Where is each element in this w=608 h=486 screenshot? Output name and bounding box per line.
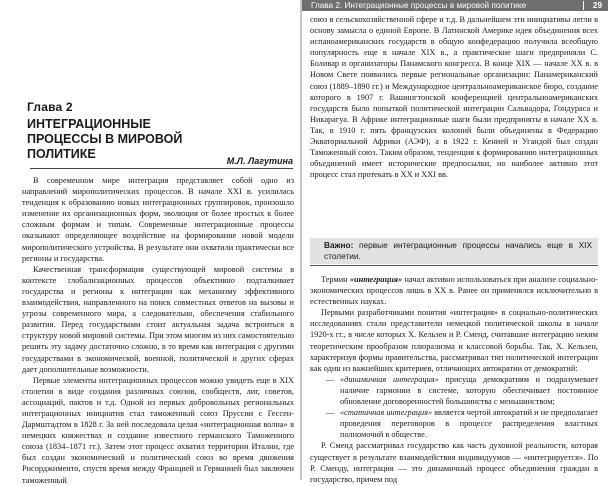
note-text: первые интеграционные процессы начались еще в XIX столетии. [324, 240, 592, 261]
integration-types-list [310, 374, 598, 441]
list-term: «динамичная интеграция» [340, 374, 439, 384]
page-number: 29 [592, 0, 602, 10]
running-header-title: Глава 2. Интеграционные процессы в мировой политике [311, 0, 527, 10]
paragraph: В современном мире интеграция представляет собой одно из направлений мирополитических процессов. В начале XXI в. усилилась тенденция к образованию новых интеграционных группировок, произошло изменение их организационных форм, эволюция от более простых к более сложным формам и типам. Современные интеграционные процессы оказывают определяющее воздействие на формирование новой модели мирополитического устройства. В результате они охватили практически все регионы и государства. [22, 176, 294, 263]
note-divider [310, 265, 598, 266]
header-separator [583, 1, 584, 10]
chapter-label: Глава 2 [27, 100, 73, 114]
important-note [310, 238, 598, 264]
paragraph: Первые элементы интеграционных процессов можно увидеть еще в XIX столетии в виде создания различных союзов, сообществ, лиг, советов, ассоциаций, пактов и т.д. Одной из первых добровольных региональных интеграционных инициатив стал таможенный союз Пруссии с Гессен-Дармштадтом в 1828 г. За ней последовала целая «интеграционная волна» в немецких княжествах и создание известного германского Таможенного союза (1834–1871 гг.). Затем этот процесс охватил территории Италии, где был создан экономический и политический союз во время движения Рисорджименто, спустя время между Францией и Германией был заключен таможенный [22, 375, 294, 485]
running-header [302, 0, 608, 11]
term-paragraph [310, 274, 598, 307]
left-page [0, 0, 301, 485]
paragraph: союз в сельскохозяйственной сфере и т.д. В дальнейшем эти инициативы легли в основу замысла о единой Европе. В Латинской Америке идея объединения всех испаноамериканских государств в общую конфедерацию получила всеобщую популярность еще в начале XIX в., а практические шаги предприняли С. Боливар и организаторы Панамского конгресса. В конце XIX — начале XX в. в Новом Свете появились первые региональные организации: Панамериканский союз (1889–1890 гг.) и Международное центральноамериканское бюро, создание которого в 1907 г. Вашингтонской конференцией центральноамериканских государств было попыткой политической интеграции Сальвадора, Гондураса и Никарагуа. В Африке интеграционные шаги были предприняты в начале XX в. Так, в 1910 г. пять французских колоний были объединены в Федерацию Экваториальной Африки (АЭФ), а в 1922 г. Кенией и Угандой был создан Таможенный союз. Таким образом, тенденция к формированию интеграционных объединений имеет исторические предпосылки, но наиболее активно этот процесс стал протекать в XX и XXI вв. [310, 15, 598, 180]
term-paragraph-lead: Термин [321, 275, 350, 284]
chapter-title: ИНТЕГРАЦИОННЫЕ ПРОЦЕССЫ В МИРОВОЙ ПОЛИТИКЕ [27, 117, 183, 161]
right-body-text [310, 14, 598, 180]
paragraph: Первыми разработчиками понятия «интеграция» в социально-политических исследованиях стали представители немецкой политической школы в начале 1920-х гг., в числе которых Х. Кельзен и Р. Сменд, считавшие интеграцию неким теоретическим прообразом плюрализма и классовой борьбы. Так, Х. Кельзен, характеризуя формы правительства, рассматривал тип политической интеграции как один из важнейших критериев, отличающих автократии от демократий: [310, 308, 598, 373]
author-name: М.Л. Лагутина [226, 156, 293, 166]
list-text: присуща демократиям и подразумевает наличие гармонии в системе, которую обеспечивает постоянное обновление договоренностей большинства с меньшинством; [340, 374, 598, 407]
right-page [302, 0, 608, 484]
note-label: Важно: [324, 240, 354, 250]
author-divider [30, 168, 293, 169]
list-item [326, 407, 598, 440]
term-paragraph-rest: начал активно использоваться при анализе социально-экономических процессов лишь в XX в. Ранее он применялся исключительно в естественных науках. [310, 275, 598, 307]
paragraph: Качественная трансформация существующей мировой системы в контексте глобализационных процессов объективно подталкивает государства и регионы к интеграции как механизму эффективного взаимодействия, направленного на поиск совместных ответов на вызовы и угрозы современного мира, а следовательно, обеспечения стабильного развития. Перед государствами стоит актуальная задача встроиться в структуру новой мировой системы. При этом многим из них самостоятельно решить эту задачу достаточно сложно, в то время как интеграция с другими государствами в экономической, военной, политической и других сферах дает дополнительные возможности. [22, 264, 295, 374]
dash-marker: — [326, 408, 335, 418]
paragraph: Р. Сменд рассматривал государство как часть духовной реальности, которая существует в результате взаимодействия индивидуумов — «интегрируется». По Р. Сменду, интеграция — это динамичный процесс объединения граждан в государство, причем под [310, 441, 598, 484]
left-body-text [22, 175, 294, 486]
term-integration: «интеграция» [349, 275, 403, 284]
list-term: «статичная интеграция» [340, 408, 433, 418]
right-body-text-continued [310, 274, 598, 485]
dash-marker: — [326, 374, 335, 384]
list-item [326, 374, 598, 407]
list-text: является чертой автократий и не предполагает проведения переговоров в процессе распределения властных полномочий в обществе. [340, 408, 598, 440]
